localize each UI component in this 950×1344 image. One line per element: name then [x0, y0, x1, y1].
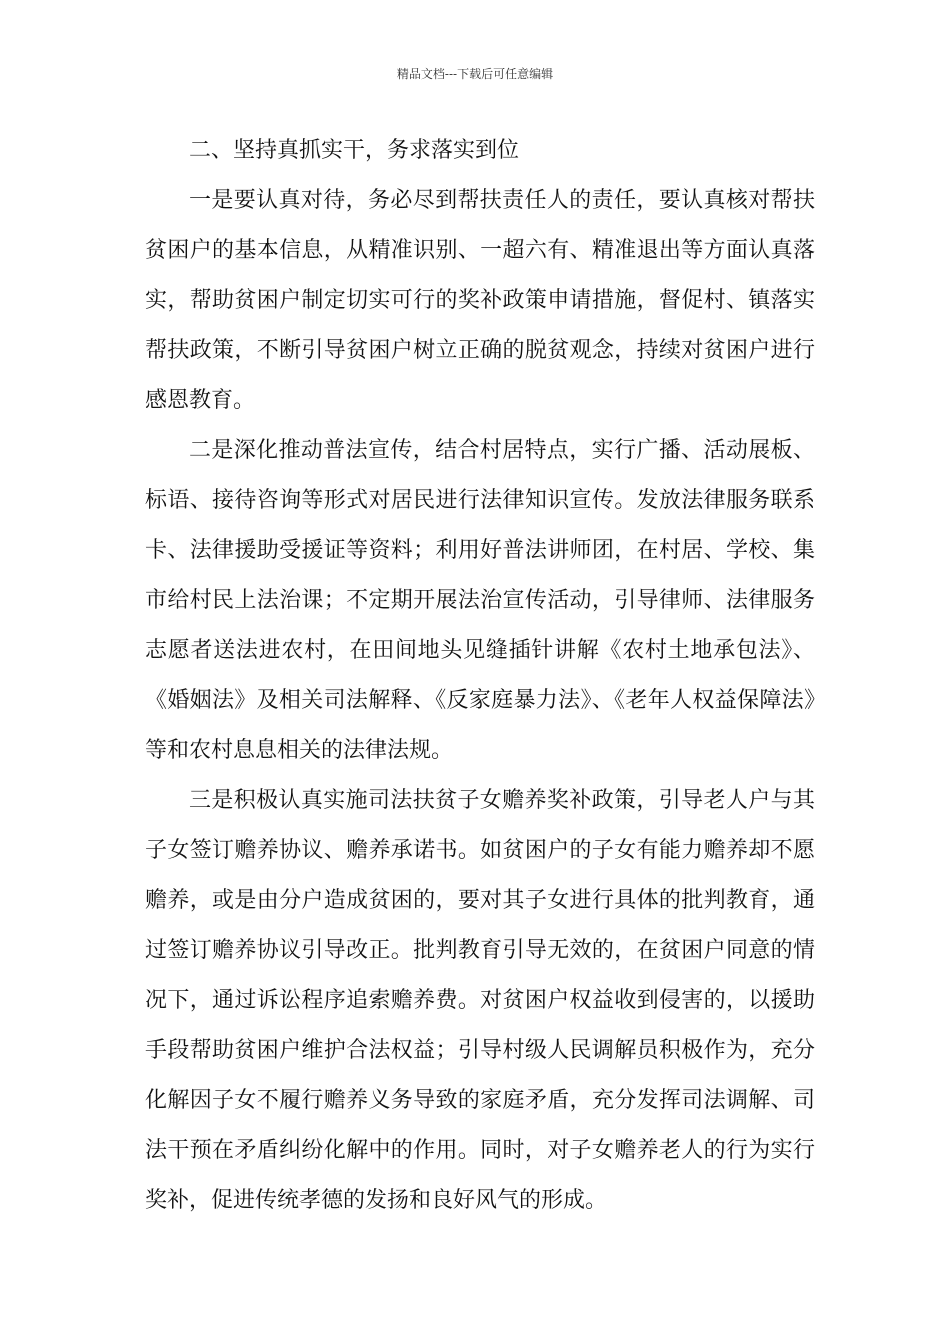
document-body [145, 126, 815, 1226]
page-header: 精品文档---下载后可任意编辑 [396, 67, 554, 81]
paragraph-3: 三是积极认真实施司法扶贫子女赡养奖补政策，引导老人户与其子女签订赡养协议、赡养承诺书。如贫困户的子女有能力赡养却不愿赡养，或是由分户造成贫困的，要对其子女进行具体的批判教育，通过签订赡养协议引导改正。批判教育引导无效的，在贫困户同意的情况下，通过诉讼程序追索赡养费。对贫困户权益收到侵害的，以援助手段帮助贫困户维护合法权益；引导村级人民调解员积极作为，充分化解因子女不履行赡养义务导致的家庭矛盾，充分发挥司法调解、司法干预在矛盾纠纷化解中的作用。同时，对子女赡养老人的行为实行奖补，促进传统孝德的发扬和良好风气的形成。 [145, 788, 815, 1213]
paragraph-2: 二是深化推动普法宣传，结合村居特点，实行广播、活动展板、标语、接待咨询等形式对居民进行法律知识宣传。发放法律服务联系卡、法律援助受援证等资料；利用好普法讲师团，在村居、学校、集市给村民上法治课；不定期开展法治宣传活动，引导律师、法律服务志愿者送法进农村，在田间地头见缝插针讲解《农村土地承包法》、《婚姻法》及相关司法解释、《反家庭暴力法》、《老年人权益保障法》等和农村息息相关的法律法规。 [145, 438, 815, 763]
section-heading: 二、坚持真抓实干，务求落实到位 [189, 138, 520, 163]
paragraph-1: 一是要认真对待，务必尽到帮扶责任人的责任，要认真核对帮扶贫困户的基本信息，从精准识别、一超六有、精准退出等方面认真落实，帮助贫困户制定切实可行的奖补政策申请措施，督促村、镇落实帮扶政策，不断引导贫困户树立正确的脱贫观念，持续对贫困户进行感恩教育。 [145, 188, 815, 413]
